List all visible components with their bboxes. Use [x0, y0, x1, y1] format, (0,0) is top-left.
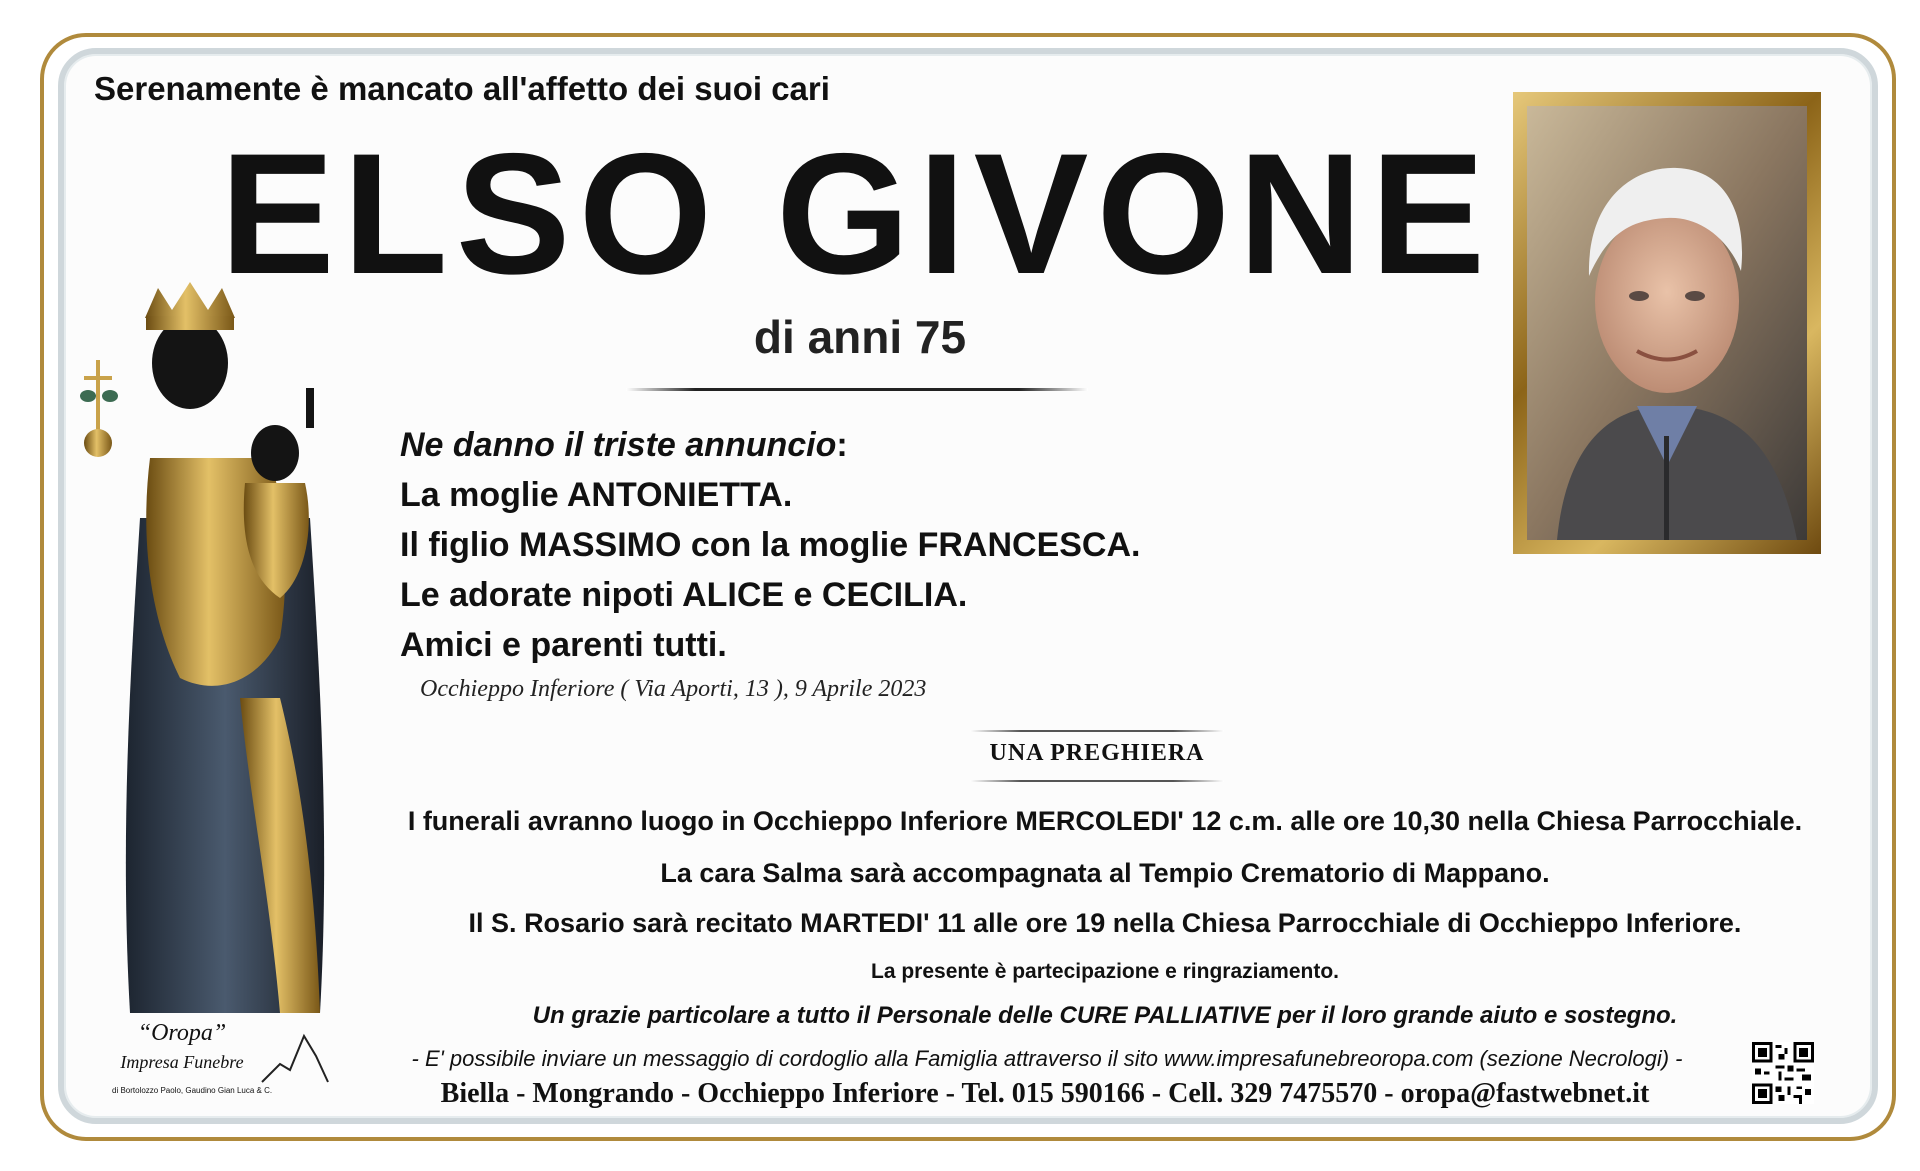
- announcement-line: Amici e parenti tutti.: [400, 626, 727, 664]
- prayer-top-rule: [970, 730, 1224, 732]
- funeral-line: I funerali avranno luogo in Occhieppo Inferiore MERCOLEDI' 12 c.m. alle ore 10,30 nella Chiesa Parrocchiale.: [407, 806, 1803, 836]
- message-note: - E' possibile inviare un messaggio di cordoglio alla Famiglia attraverso il sito www.impresafunebreoropa.com (sezione Necrologi) -: [411, 1046, 1683, 1071]
- announcement-lead-colon: :: [836, 426, 848, 464]
- prayer-section: [970, 730, 1224, 782]
- thanks-note: La presente è partecipazione e ringraziamento.: [871, 960, 1339, 983]
- announcement-line: La moglie ANTONIETTA.: [400, 476, 793, 514]
- special-thanks: Un grazie particolare a tutto il Personale delle CURE PALLIATIVE per il loro grande aiuto e sostegno.: [532, 1002, 1678, 1029]
- logo-name: “Oropa”: [137, 1020, 227, 1046]
- announcement-block: [400, 420, 1140, 670]
- announcement-line: Le adorate nipoti ALICE e CECILIA.: [400, 576, 968, 614]
- portrait-frame: [1513, 92, 1821, 554]
- funeral-home-logo: [112, 1022, 332, 1104]
- mountain-icon: [260, 1030, 330, 1084]
- intro-text: Serenamente è mancato all'affetto dei suoi cari: [94, 70, 830, 107]
- logo-owner-text: di Bortolozzo Paolo, Gaudino Gian Luca & C.: [112, 1086, 273, 1095]
- place-date: Occhieppo Inferiore ( Via Aporti, 13 ), 9 Aprile 2023: [420, 676, 927, 702]
- announcement-line: Il figlio MASSIMO con la moglie FRANCESCA.: [400, 526, 1141, 564]
- logo-subtitle: Impresa Funebre: [120, 1052, 244, 1072]
- qr-code-icon: [1752, 1042, 1814, 1104]
- prayer-label: UNA PREGHIERA: [989, 740, 1205, 766]
- age-divider: [626, 388, 1088, 391]
- contact-line: Biella - Mongrando - Occhieppo Inferiore - Tel. 015 590166 - Cell. 329 7475570 - oropa@fastwebnet.it: [440, 1078, 1650, 1109]
- deceased-name: ELSO GIVONE: [220, 118, 1494, 310]
- age-text: di anni 75: [753, 311, 967, 363]
- portrait-photo: [1527, 106, 1807, 540]
- funeral-line: Il S. Rosario sarà recitato MARTEDI' 11 alle ore 19 nella Chiesa Parrocchiale di Occhieppo Inferiore.: [468, 908, 1742, 938]
- prayer-bottom-rule: [970, 780, 1224, 782]
- madonna-statue-image: [80, 278, 370, 1023]
- announcement-lead-line: [400, 420, 1140, 470]
- funeral-line: La cara Salma sarà accompagnata al Tempio Crematorio di Mappano.: [660, 858, 1550, 888]
- announcement-lead: Ne danno il triste annuncio: [400, 426, 837, 464]
